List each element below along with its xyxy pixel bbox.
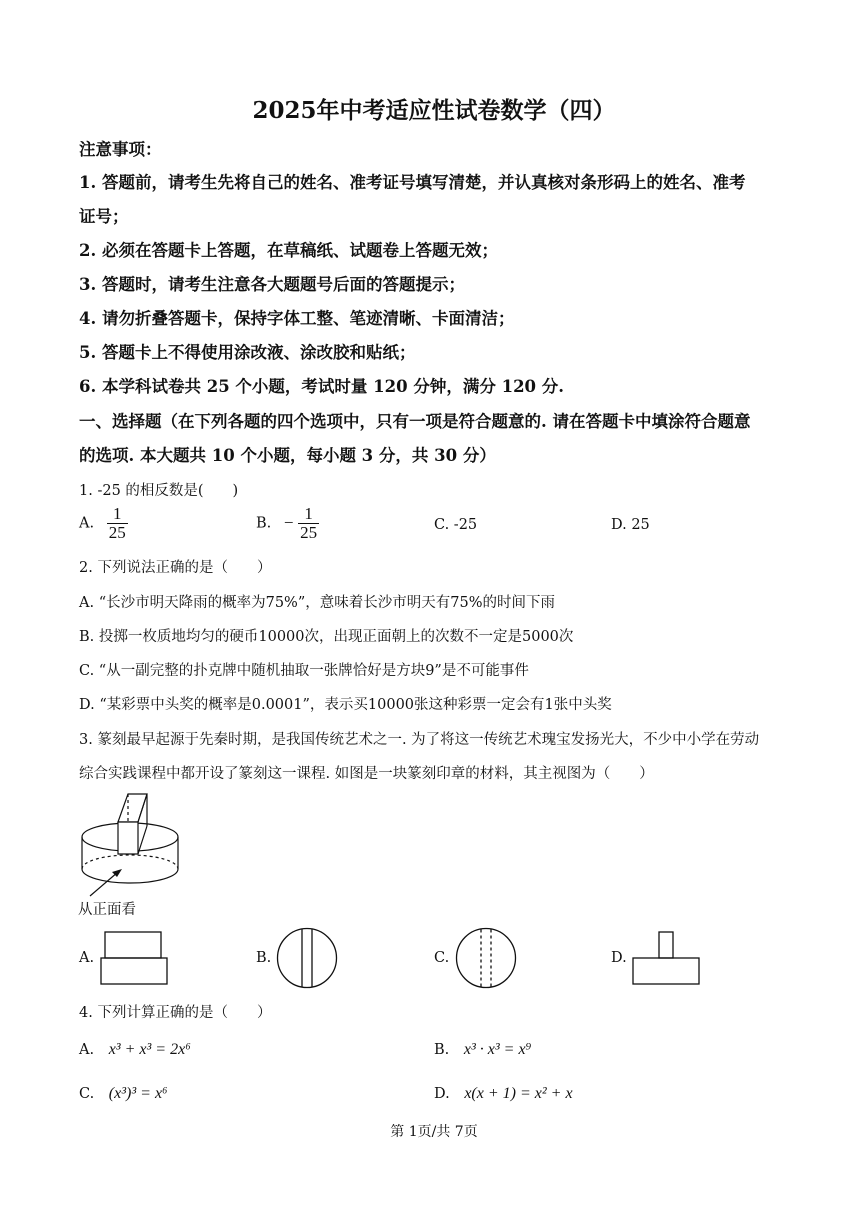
note-line: 4. 请勿折叠答题卡，保持字体工整、笔迹清晰、卡面清洁； — [79, 309, 515, 328]
note-line: 证号； — [79, 207, 129, 226]
page-footer: 第 1页/共 7页 — [390, 1124, 478, 1140]
q2-option-a: A. “长沙市明天降雨的概率为75%”，意味着长沙市明天有75%的时间下雨 — [79, 595, 555, 611]
question-1-stem: 1. -25 的相反数是( ) — [79, 483, 239, 499]
note-line: 6. 本学科试卷共 25 个小题，考试时量 120 分钟，满分 120 分. — [79, 377, 565, 396]
q3-option-c-figure — [455, 927, 517, 989]
q4-option-a: A. x³ + x³ = 2x⁶ — [79, 1041, 191, 1058]
note-line: 5. 答题卡上不得使用涂改液、涂改胶和贴纸； — [79, 343, 416, 362]
q3-option-a-label: A. — [79, 950, 95, 966]
q4-option-d: D. x(x + 1) = x² + x — [434, 1085, 573, 1102]
q2-option-d: D. “某彩票中头奖的概率是0.0001”，表示买10000张这种彩票一定会有1张中头奖 — [79, 697, 612, 713]
question-4-stem: 4. 下列计算正确的是（ ） — [79, 1005, 272, 1021]
section-heading: 一、选择题（在下列各题的四个选项中，只有一项是符合题意的. 请在答题卡中填涂符合题意 — [79, 412, 751, 431]
page-title: 2025年中考适应性试卷数学（四） — [252, 97, 616, 124]
q4-option-c: C. (x³)³ = x⁶ — [79, 1085, 168, 1102]
question-3-line: 综合实践课程中都开设了篆刻这一课程. 如图是一块篆刻印章的材料，其主视图为（ ） — [79, 766, 654, 782]
fraction: $\frac{1}{25}$ — [300, 504, 318, 542]
q2-option-c: C. “从一副完整的扑克牌中随机抽取一张牌恰好是方块9”是不可能事件 — [79, 663, 529, 679]
q3-option-d-label: D. — [611, 950, 627, 966]
q1-option-a: A. $\frac{1}{25}$ — [79, 504, 126, 542]
q3-option-d-figure — [632, 930, 700, 986]
fraction: $\frac{1}{25}$ — [108, 504, 126, 542]
q4-option-b: B. x³ · x³ = x⁹ — [434, 1041, 532, 1058]
notes-heading: 注意事项： — [79, 140, 162, 159]
q3-option-a-figure — [100, 930, 168, 986]
figure-label: 从正面看 — [78, 902, 136, 918]
q3-option-b-figure — [276, 927, 338, 989]
q3-option-c-label: C. — [434, 950, 450, 966]
q2-option-b: B. 投掷一枚质地均匀的硬币10000次，出现正面朝上的次数不一定是5000次 — [79, 629, 574, 645]
q1-option-b: B. − $\frac{1}{25}$ — [256, 504, 318, 542]
seal-material-figure — [78, 792, 188, 902]
q1-option-c: C. -25 — [434, 517, 478, 533]
q1-option-d: D. 25 — [611, 517, 650, 533]
q3-option-b-label: B. — [256, 950, 272, 966]
note-line: 2. 必须在答题卡上答题，在草稿纸、试题卷上答题无效； — [79, 241, 498, 260]
note-line: 3. 答题时，请考生注意各大题题号后面的答题提示； — [79, 275, 465, 294]
section-heading: 的选项. 本大题共 10 个小题，每小题 3 分，共 30 分） — [79, 446, 496, 465]
note-line: 1. 答题前，请考生先将自己的姓名、准考证号填写清楚，并认真核对条形码上的姓名、准考 — [79, 173, 746, 192]
question-3-line: 3. 篆刻最早起源于先秦时期，是我国传统艺术之一. 为了将这一传统艺术瑰宝发扬光大，不少中小学在劳动 — [79, 732, 760, 748]
question-2-stem: 2. 下列说法正确的是（ ） — [79, 560, 272, 576]
